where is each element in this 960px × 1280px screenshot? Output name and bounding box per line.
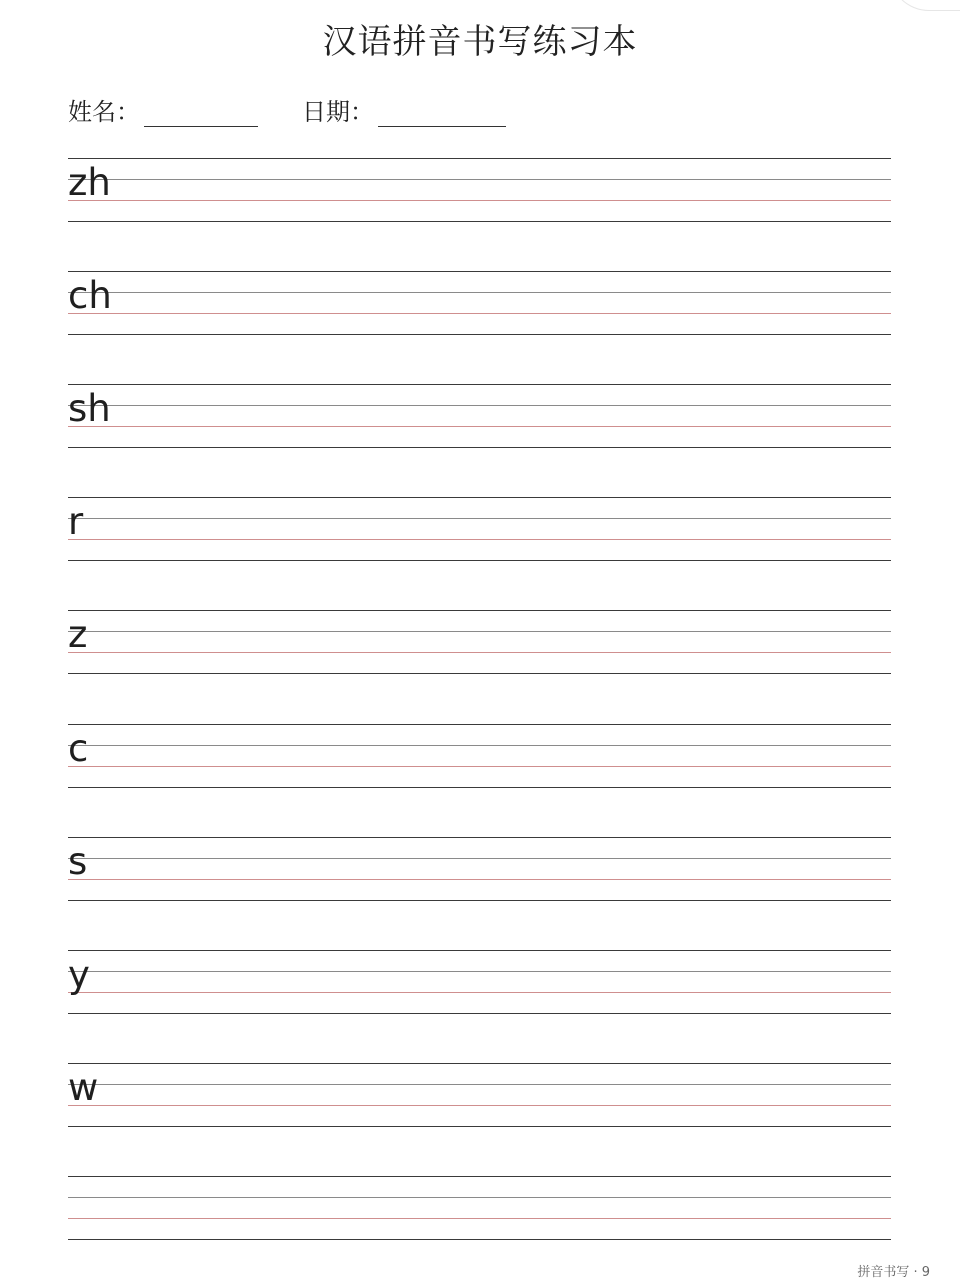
baseline-line — [68, 652, 891, 653]
top-line — [68, 950, 891, 951]
bottom-line — [68, 334, 891, 335]
middle-line — [68, 858, 891, 859]
pinyin-letter: zh — [68, 161, 111, 204]
bottom-line — [68, 673, 891, 674]
top-line — [68, 271, 891, 272]
writing-row[interactable] — [68, 837, 891, 900]
middle-line — [68, 1197, 891, 1198]
top-line — [68, 837, 891, 838]
bottom-line — [68, 900, 891, 901]
date-label: 日期： — [302, 98, 374, 126]
baseline-line — [68, 992, 891, 993]
top-line — [68, 724, 891, 725]
pinyin-letter: y — [68, 953, 90, 996]
baseline-line — [68, 539, 891, 540]
baseline-line — [68, 313, 891, 314]
page-title: 汉语拼音书写练习本 — [322, 22, 638, 62]
writing-row[interactable] — [68, 1176, 891, 1239]
name-blank[interactable] — [144, 100, 258, 127]
pinyin-letter: ch — [68, 274, 112, 317]
page-footer: 拼音书写 · 9 — [857, 1265, 930, 1280]
pinyin-letter: s — [68, 840, 88, 883]
top-line — [68, 497, 891, 498]
baseline-line — [68, 1105, 891, 1106]
bottom-line — [68, 447, 891, 448]
writing-row[interactable] — [68, 497, 891, 560]
date-field — [302, 92, 506, 127]
baseline-line — [68, 879, 891, 880]
pinyin-letter: w — [68, 1066, 99, 1109]
middle-line — [68, 518, 891, 519]
baseline-line — [68, 200, 891, 201]
writing-row[interactable] — [68, 384, 891, 447]
page-corner-decoration — [889, 0, 960, 11]
middle-line — [68, 405, 891, 406]
top-line — [68, 158, 891, 159]
bottom-line — [68, 221, 891, 222]
middle-line — [68, 292, 891, 293]
writing-row[interactable] — [68, 271, 891, 334]
bottom-line — [68, 787, 891, 788]
bottom-line — [68, 1126, 891, 1127]
writing-row[interactable] — [68, 724, 891, 787]
top-line — [68, 384, 891, 385]
pinyin-letter: z — [68, 613, 88, 656]
pinyin-letter: sh — [68, 387, 111, 430]
middle-line — [68, 179, 891, 180]
top-line — [68, 1176, 891, 1177]
baseline-line — [68, 1218, 891, 1219]
bottom-line — [68, 560, 891, 561]
middle-line — [68, 1084, 891, 1085]
middle-line — [68, 745, 891, 746]
writing-row[interactable] — [68, 610, 891, 673]
name-field — [68, 92, 258, 127]
middle-line — [68, 631, 891, 632]
baseline-line — [68, 426, 891, 427]
bottom-line — [68, 1239, 891, 1240]
middle-line — [68, 971, 891, 972]
date-blank[interactable] — [378, 100, 506, 127]
pinyin-letter: c — [68, 727, 89, 770]
bottom-line — [68, 1013, 891, 1014]
top-line — [68, 1063, 891, 1064]
top-line — [68, 610, 891, 611]
name-label: 姓名： — [68, 98, 140, 126]
writing-row[interactable] — [68, 950, 891, 1013]
baseline-line — [68, 766, 891, 767]
writing-row[interactable] — [68, 1063, 891, 1126]
pinyin-letter: r — [68, 500, 84, 543]
writing-row[interactable] — [68, 158, 891, 221]
